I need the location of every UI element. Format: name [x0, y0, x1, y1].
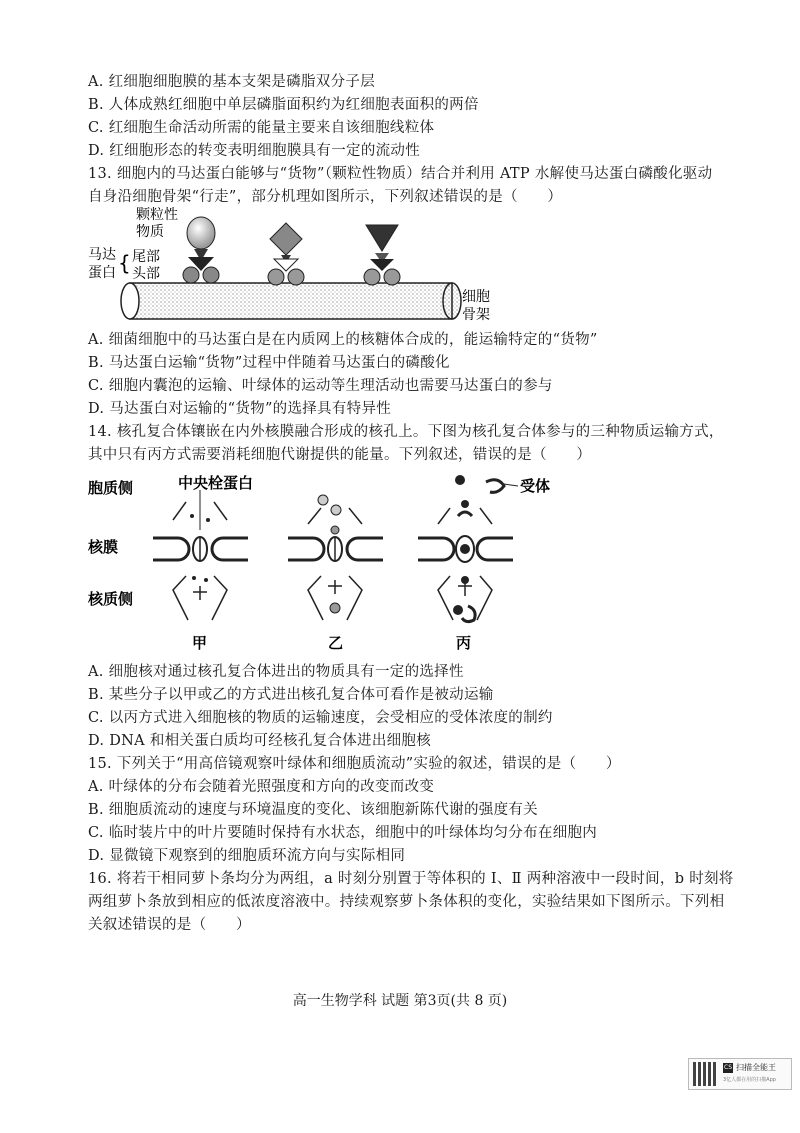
q16-stem-line-3: 关叙述错误的是（ ）	[88, 917, 251, 933]
q14-stem-line-1: 14. 核孔复合体镶嵌在内外核膜融合形成的核孔上。下图为核孔复合体参与的三种物质运输方式，	[88, 424, 724, 440]
scanner-watermark	[688, 1058, 792, 1090]
label-cytoplasm-side: 胞质侧	[88, 479, 134, 497]
q13-option-c: C. 细胞内囊泡的运输、叶绿体的运动等生理活动也需要马达蛋白的参与	[88, 378, 553, 394]
label-yi: 乙	[328, 634, 344, 652]
q14-option-b: B. 某些分子以甲或乙的方式进出核孔复合体可看作是被动运输	[88, 687, 494, 703]
label-receptor: 受体	[520, 477, 551, 495]
label-tail: 尾部	[132, 249, 160, 265]
q12-option-c: C. 红细胞生命活动所需的能量主要来自该细胞线粒体	[88, 120, 435, 136]
q14-option-a: A. 细胞核对通过核孔复合体进出的物质具有一定的选择性	[88, 664, 464, 680]
q13-stem-line-1: 13. 细胞内的马达蛋白能够与“货物”（颗粒性物质）结合并利用 ATP 水解使马达蛋白磷酸化驱动	[88, 166, 713, 182]
label-skeleton-1: 细胞	[462, 289, 490, 305]
motor-protein-3	[364, 225, 400, 285]
q14-option-d: D. DNA 和相关蛋白质均可经核孔复合体进出细胞核	[88, 733, 432, 749]
q13-option-b: B. 马达蛋白运输“货物”过程中伴随着马达蛋白的磷酸化	[88, 355, 450, 371]
qr-code-icon	[693, 1062, 717, 1086]
q12-option-b: B. 人体成熟红细胞中单层磷脂面积约为红细胞表面积的两倍	[88, 97, 479, 113]
q16-stem-line-1: 16. 将若干相同萝卜条均分为两组，a 时刻分别置于等体积的 Ⅰ、Ⅱ 两种溶液中一段时间，b 时刻将	[88, 871, 734, 887]
label-jia: 甲	[192, 634, 208, 652]
label-head: 头部	[132, 266, 160, 282]
scanner-logo-icon: CS	[724, 1064, 732, 1071]
motor-protein-1	[183, 217, 219, 283]
q15-option-c: C. 临时装片中的叶片要随时保持有水状态，细胞中的叶绿体均匀分布在细胞内	[88, 825, 598, 841]
page-footer: 高一生物学科 试题 第3页(共 8 页)	[292, 993, 508, 1009]
label-nuclear-membrane: 核膜	[88, 538, 119, 556]
motor-protein-2	[268, 223, 304, 285]
label-particle-2: 物质	[136, 224, 164, 240]
q13-option-a: A. 细菌细胞中的马达蛋白是在内质网上的核糖体合成的，能运输特定的“货物”	[88, 332, 598, 348]
q13-option-d: D. 马达蛋白对运输的“货物”的选择具有特异性	[88, 401, 392, 417]
scanner-name: 扫描全能王	[736, 1063, 776, 1072]
label-skeleton-2: 骨架	[462, 307, 490, 323]
q15-option-d: D. 显微镜下观察到的细胞质环流方向与实际相同	[88, 848, 406, 864]
pore-bing	[418, 475, 550, 622]
q15-stem: 15. 下列关于“用高倍镜观察叶绿体和细胞质流动”实验的叙述，错误的是（ ）	[88, 756, 621, 772]
label-motor-1: 马达	[88, 247, 116, 263]
motor-brace: {	[118, 251, 131, 275]
label-motor-2: 蛋白	[88, 265, 116, 281]
scanner-tagline: 3亿人都在用的扫描App	[723, 1077, 776, 1083]
q14-stem-line-2: 其中只有丙方式需要消耗细胞代谢提供的能量。下列叙述，错误的是（ ）	[88, 447, 592, 463]
nuclear-pore-figure	[88, 468, 568, 658]
q14-option-c: C. 以丙方式进入细胞核的物质的运输速度，会受相应的受体浓度的制约	[88, 710, 553, 726]
label-particle-1: 颗粒性	[136, 207, 178, 223]
motor-protein-figure	[88, 205, 528, 330]
q15-option-a: A. 叶绿体的分布会随着光照强度和方向的改变而改变	[88, 779, 435, 795]
cytoskeleton-tube	[121, 283, 461, 319]
pore-yi	[288, 495, 383, 620]
q12-option-d: D. 红细胞形态的转变表明细胞膜具有一定的流动性	[88, 143, 421, 159]
q15-option-b: B. 细胞质流动的速度与环境温度的变化、该细胞新陈代谢的强度有关	[88, 802, 538, 818]
label-nucleoplasm-side: 核质侧	[88, 590, 134, 608]
label-central-plug: 中央栓蛋白	[178, 474, 254, 492]
q12-option-a: A. 红细胞细胞膜的基本支架是磷脂双分子层	[88, 74, 375, 90]
pore-jia	[153, 490, 248, 620]
q16-stem-line-2: 两组萝卜条放到相应的低浓度溶液中。持续观察萝卜条体积的变化，实验结果如下图所示。下列相	[88, 894, 725, 910]
q13-stem-line-2: 自身沿细胞骨架“行走”，部分机理如图所示，下列叙述错误的是（ ）	[88, 189, 563, 205]
label-bing: 丙	[456, 634, 472, 652]
